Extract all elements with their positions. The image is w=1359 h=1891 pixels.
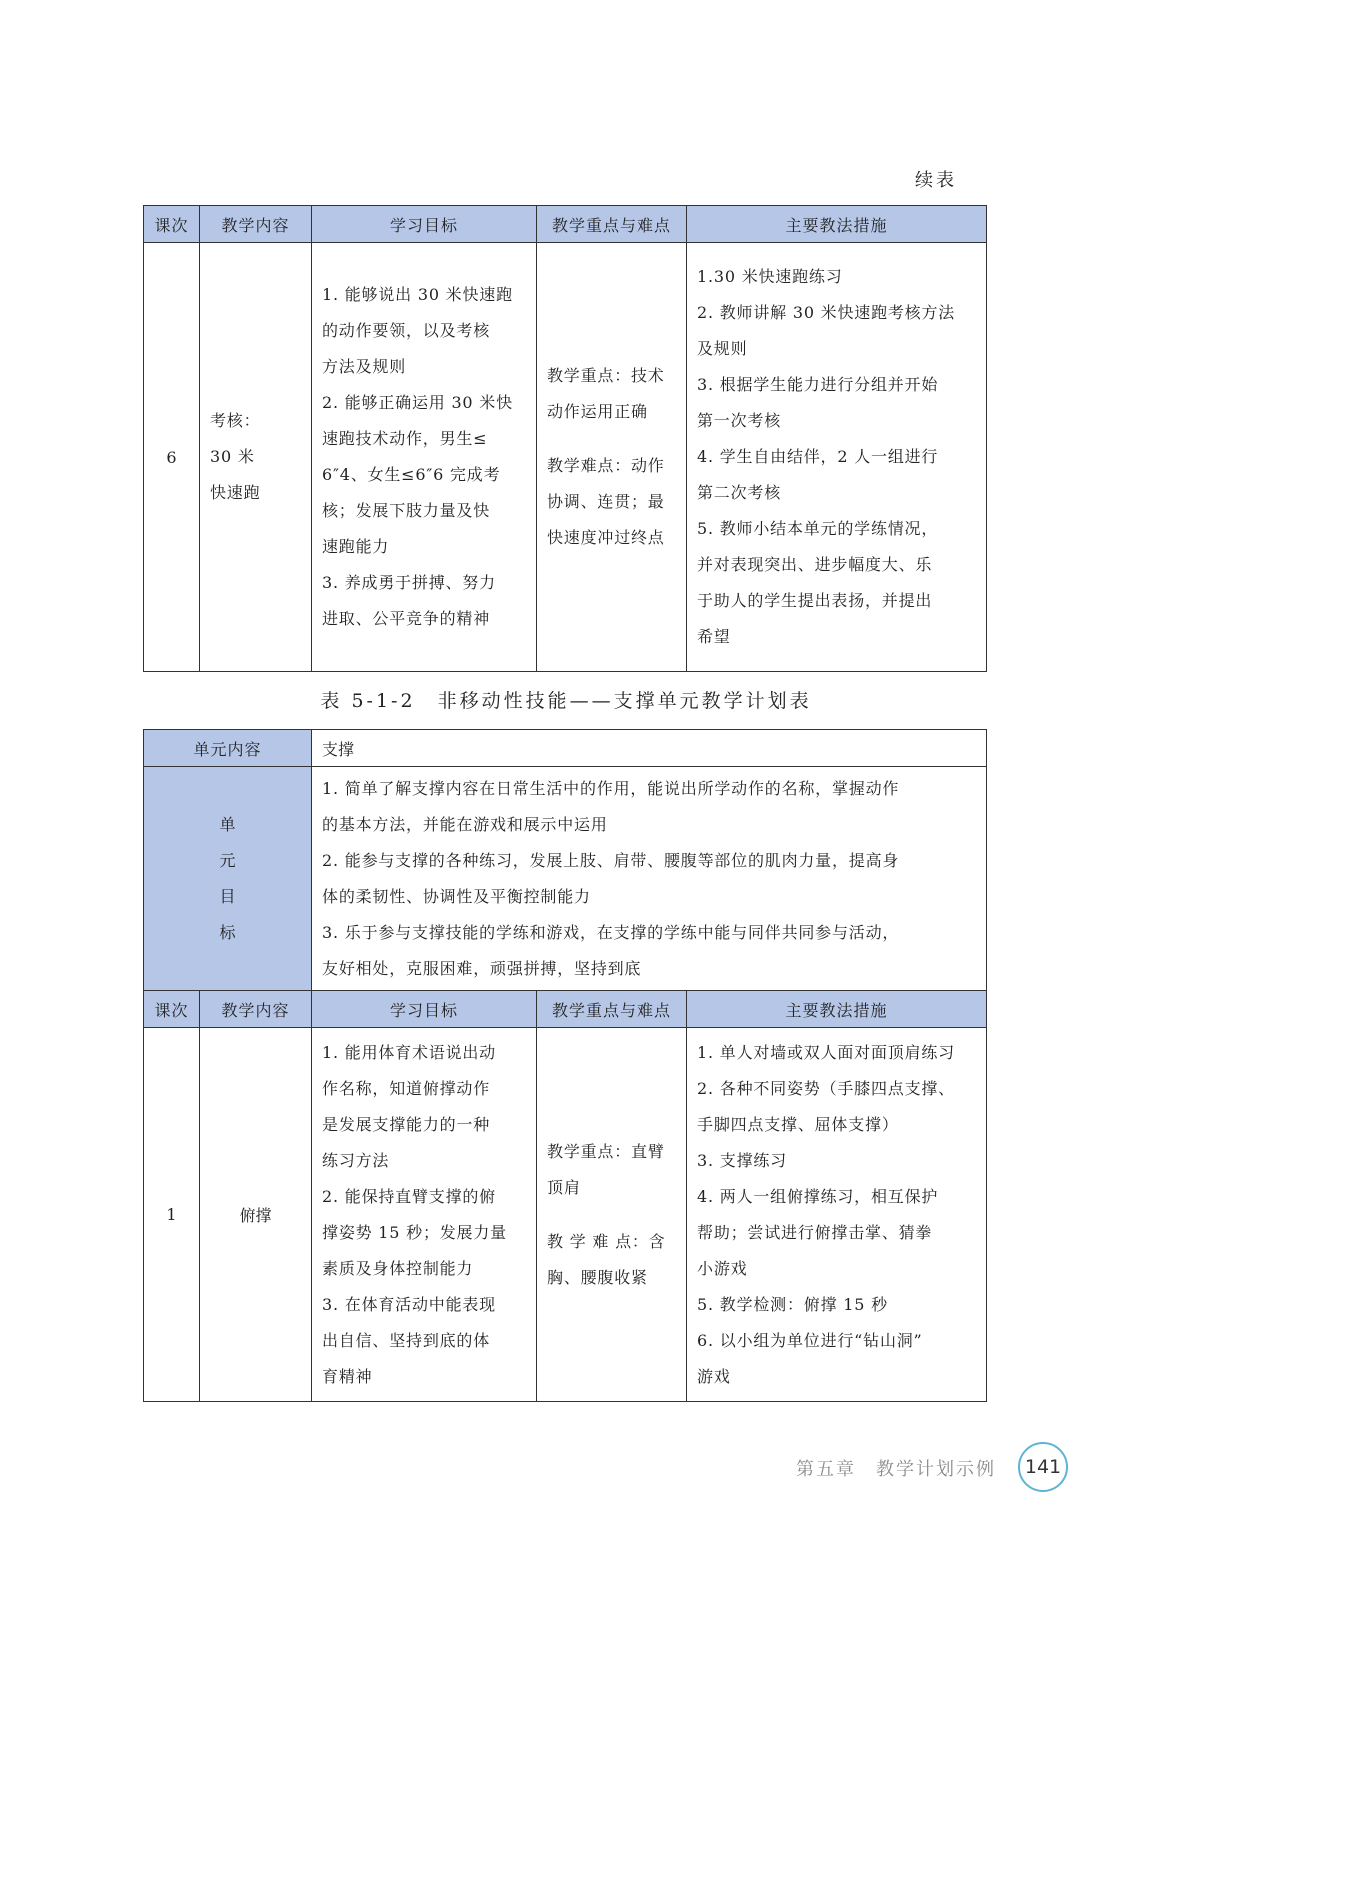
- key-points-and-difficulties: [537, 243, 687, 672]
- unit-goal-line: 友好相处，克服困难，顽强拼搏，坚持到底: [322, 958, 642, 978]
- method-line: 第一次考核: [697, 411, 782, 430]
- header-methods: 主要教法措施: [687, 991, 987, 1028]
- key-point-line: 动作运用正确: [547, 402, 648, 421]
- method-line: 游戏: [697, 1366, 731, 1386]
- method-line: 帮助；尝试进行俯撑击掌、猜拳: [697, 1222, 933, 1242]
- method-line: 2. 各种不同姿势（手膝四点支撑、: [697, 1078, 955, 1098]
- goal-line: 1. 能够说出 30 米快速跑: [322, 285, 513, 304]
- learning-goals: [312, 1028, 537, 1402]
- table-header-row: [144, 206, 987, 243]
- key-point-line: 教学重点：直臂: [547, 1141, 665, 1161]
- unit-goal-char: 元: [219, 850, 236, 870]
- difficulty-line: 快速度冲过终点: [547, 528, 665, 547]
- goal-line: 是发展支撑能力的一种: [322, 1114, 491, 1134]
- goal-line: 的动作要领，以及考核: [322, 321, 491, 340]
- goal-line: 6″4、女生≤6″6 完成考: [322, 465, 501, 484]
- key-point-line: 顶肩: [547, 1177, 581, 1197]
- goal-line: 速跑能力: [322, 537, 390, 556]
- goal-line: 核；发展下肢力量及快: [322, 501, 491, 520]
- method-line: 第二次考核: [697, 483, 782, 502]
- lesson-content: [200, 243, 312, 672]
- goal-line: 撑姿势 15 秒；发展力量: [322, 1222, 507, 1242]
- chapter-footer: 第五章 教学计划示例: [796, 1459, 996, 1480]
- method-line: 5. 教师小结本单元的学练情况，: [697, 519, 939, 538]
- method-line: 并对表现突出、进步幅度大、乐: [697, 555, 933, 574]
- unit-content-value: 支撑: [312, 730, 987, 767]
- unit-content-label: 单元内容: [144, 730, 312, 767]
- difficulty-line: 胸、腰腹收紧: [547, 1267, 648, 1287]
- method-line: 4. 两人一组俯撑练习，相互保护: [697, 1186, 939, 1206]
- difficulty-line: 教 学 难 点：含: [547, 1231, 666, 1251]
- table-row: [144, 1028, 987, 1402]
- unit-goal-line: 1. 简单了解支撑内容在日常生活中的作用，能说出所学动作的名称，掌握动作: [322, 778, 900, 798]
- goal-line: 速跑技术动作，男生≤: [322, 429, 488, 448]
- unit-goal-line: 3. 乐于参与支撑技能的学练和游戏，在支撑的学练中能与同伴共同参与活动，: [322, 922, 900, 942]
- unit-goal-char: 单: [219, 814, 236, 834]
- goal-line: 3. 在体育活动中能表现: [322, 1294, 496, 1314]
- header-lesson: 课次: [144, 991, 200, 1028]
- method-line: 于助人的学生提出表扬，并提出: [697, 591, 933, 610]
- method-line: 小游戏: [697, 1258, 748, 1278]
- goal-line: 出自信、坚持到底的体: [322, 1330, 491, 1350]
- method-line: 2. 教师讲解 30 米快速跑考核方法: [697, 303, 956, 322]
- method-line: 4. 学生自由结伴，2 人一组进行: [697, 447, 939, 466]
- teaching-methods: [687, 1028, 987, 1402]
- difficulty-line: 协调、连贯；最: [547, 492, 665, 511]
- method-line: 3. 支撑练习: [697, 1150, 787, 1170]
- header-lesson: 课次: [144, 206, 200, 243]
- teaching-methods: [687, 243, 987, 672]
- method-line: 希望: [697, 627, 731, 646]
- goal-line: 方法及规则: [322, 357, 407, 376]
- table-header-row: [144, 991, 987, 1028]
- content-line: 快速跑: [210, 483, 261, 502]
- method-line: 6. 以小组为单位进行“钻山洞”: [697, 1330, 923, 1350]
- unit-goal-label: [144, 767, 312, 991]
- header-methods: 主要教法措施: [687, 206, 987, 243]
- difficulty-line: 教学难点：动作: [547, 456, 665, 475]
- method-line: 5. 教学检测：俯撑 15 秒: [697, 1294, 888, 1314]
- unit-goals: [312, 767, 987, 991]
- key-point-line: 教学重点：技术: [547, 366, 665, 385]
- unit-goal-line: 体的柔韧性、协调性及平衡控制能力: [322, 886, 591, 906]
- header-content: 教学内容: [200, 991, 312, 1028]
- goal-line: 素质及身体控制能力: [322, 1258, 474, 1278]
- goal-line: 1. 能用体育术语说出动: [322, 1042, 496, 1062]
- method-line: 及规则: [697, 339, 748, 358]
- method-line: 手脚四点支撑、屈体支撑）: [697, 1114, 899, 1134]
- page-number: 141: [1018, 1442, 1068, 1492]
- unit-goals-row: [144, 767, 987, 991]
- table-row: [144, 243, 987, 672]
- method-line: 3. 根据学生能力进行分组并开始: [697, 375, 939, 394]
- content-line: 30 米: [210, 447, 255, 466]
- table-caption: 表 5-1-2 非移动性技能——支撑单元教学计划表: [320, 690, 812, 712]
- unit-goal-line: 的基本方法，并能在游戏和展示中运用: [322, 814, 608, 834]
- content-line: 考核：: [210, 411, 261, 430]
- continued-label: 续表: [915, 170, 957, 191]
- header-goals: 学习目标: [312, 206, 537, 243]
- learning-goals: [312, 243, 537, 672]
- method-line: 1.30 米快速跑练习: [697, 267, 843, 286]
- goal-line: 2. 能保持直臂支撑的俯: [322, 1186, 496, 1206]
- lesson-number: 1: [144, 1028, 200, 1402]
- header-key-points: 教学重点与难点: [537, 991, 687, 1028]
- goal-line: 练习方法: [322, 1150, 390, 1170]
- unit-goal-char: 目: [219, 886, 236, 906]
- goal-line: 2. 能够正确运用 30 米快: [322, 393, 513, 412]
- goal-line: 作名称，知道俯撑动作: [322, 1078, 491, 1098]
- goal-line: 育精神: [322, 1366, 373, 1386]
- unit-goal-line: 2. 能参与支撑的各种练习，发展上肢、肩带、腰腹等部位的肌肉力量，提高身: [322, 850, 900, 870]
- lesson-number: 6: [144, 243, 200, 672]
- lesson-content: 俯撑: [200, 1028, 312, 1402]
- unit-goal-char: 标: [219, 922, 236, 942]
- goal-line: 进取、公平竞争的精神: [322, 609, 491, 628]
- unit-plan-table: [143, 729, 987, 1402]
- header-goals: 学习目标: [312, 991, 537, 1028]
- header-content: 教学内容: [200, 206, 312, 243]
- key-points-and-difficulties: [537, 1028, 687, 1402]
- goal-line: 3. 养成勇于拼搏、努力: [322, 573, 496, 592]
- unit-content-row: [144, 730, 987, 767]
- lesson-table-continued: [143, 205, 987, 672]
- method-line: 1. 单人对墙或双人面对面顶肩练习: [697, 1042, 955, 1062]
- header-key-points: 教学重点与难点: [537, 206, 687, 243]
